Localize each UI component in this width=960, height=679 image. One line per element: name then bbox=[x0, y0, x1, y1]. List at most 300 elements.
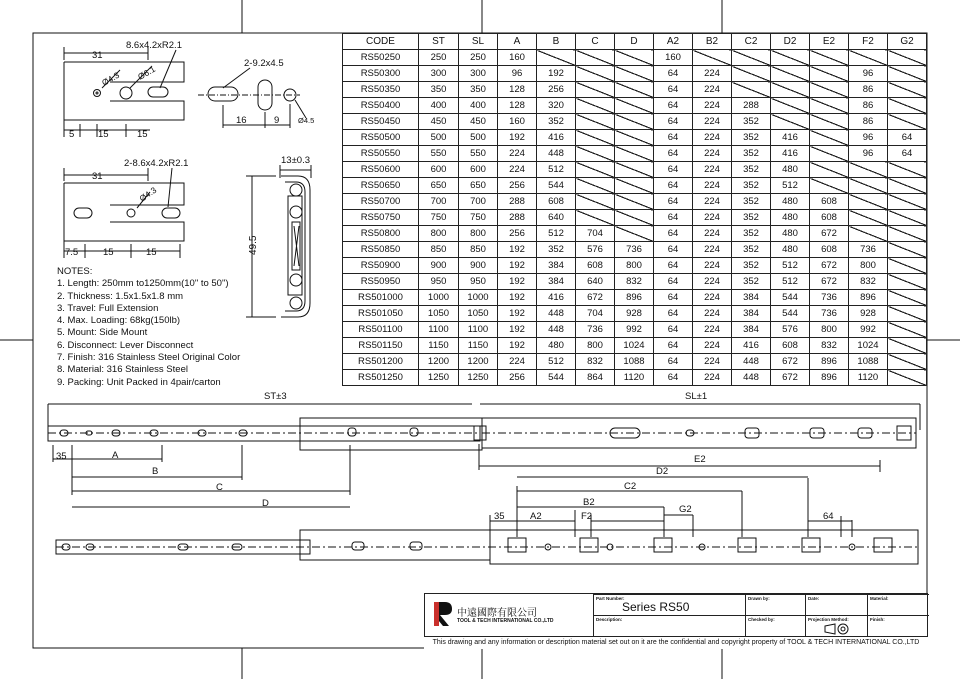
value-cell: 650 bbox=[419, 178, 459, 194]
value-cell: 64 bbox=[654, 114, 693, 130]
value-cell: 224 bbox=[693, 98, 732, 114]
slide-closed-view bbox=[48, 404, 920, 507]
value-cell: 64 bbox=[888, 130, 927, 146]
value-cell: 224 bbox=[498, 146, 537, 162]
notes-title: NOTES: bbox=[57, 266, 93, 277]
value-cell: 448 bbox=[537, 322, 576, 338]
slot-detail-1 bbox=[64, 47, 184, 137]
value-cell: 512 bbox=[771, 258, 810, 274]
table-row bbox=[343, 194, 927, 210]
value-cell bbox=[732, 82, 771, 98]
value-cell: 1088 bbox=[615, 354, 654, 370]
value-cell: 480 bbox=[771, 162, 810, 178]
value-cell: 480 bbox=[771, 242, 810, 258]
value-cell: 800 bbox=[849, 258, 888, 274]
value-cell: 288 bbox=[498, 194, 537, 210]
value-cell: 600 bbox=[459, 162, 498, 178]
value-cell: 352 bbox=[732, 210, 771, 226]
value-cell bbox=[888, 306, 927, 322]
value-cell: 1150 bbox=[459, 338, 498, 354]
date-cell bbox=[805, 594, 867, 615]
notes bbox=[57, 266, 240, 389]
value-cell: 600 bbox=[419, 162, 459, 178]
slot3-label: 2-9.2x4.5 bbox=[244, 58, 284, 69]
value-cell: 192 bbox=[498, 258, 537, 274]
value-cell: 672 bbox=[810, 226, 849, 242]
value-cell: 384 bbox=[537, 258, 576, 274]
table-row bbox=[343, 210, 927, 226]
value-cell: 224 bbox=[693, 82, 732, 98]
value-cell bbox=[810, 114, 849, 130]
value-cell: 736 bbox=[849, 242, 888, 258]
value-cell bbox=[888, 322, 927, 338]
value-cell bbox=[810, 98, 849, 114]
slot1-width: 31 bbox=[92, 50, 103, 61]
description-label: Description: bbox=[596, 617, 623, 622]
value-cell: 832 bbox=[810, 338, 849, 354]
value-cell: 500 bbox=[459, 130, 498, 146]
value-cell: 480 bbox=[537, 338, 576, 354]
table-row bbox=[343, 274, 927, 290]
projection-symbol-icon bbox=[824, 623, 850, 635]
code-cell: RS501050 bbox=[343, 306, 419, 322]
table-row bbox=[343, 178, 927, 194]
slot1-d2: 15 bbox=[98, 129, 109, 140]
value-cell: 1200 bbox=[419, 354, 459, 370]
value-cell: 672 bbox=[771, 370, 810, 386]
drawn-by-label: Drawn by: bbox=[748, 596, 770, 601]
table-row bbox=[343, 226, 927, 242]
value-cell: 288 bbox=[732, 98, 771, 114]
value-cell: 544 bbox=[537, 370, 576, 386]
table-row bbox=[343, 322, 927, 338]
value-cell: 350 bbox=[459, 82, 498, 98]
dim-c2: C2 bbox=[624, 481, 637, 492]
finish-label: Finish: bbox=[870, 617, 885, 622]
table-row bbox=[343, 258, 927, 274]
value-cell: 1000 bbox=[459, 290, 498, 306]
value-cell: 64 bbox=[654, 242, 693, 258]
column-header: C bbox=[576, 34, 615, 50]
value-cell: 96 bbox=[498, 66, 537, 82]
value-cell: 608 bbox=[810, 242, 849, 258]
value-cell: 224 bbox=[693, 178, 732, 194]
value-cell bbox=[576, 66, 615, 82]
value-cell: 384 bbox=[537, 274, 576, 290]
value-cell: 672 bbox=[771, 354, 810, 370]
table-row bbox=[343, 146, 927, 162]
value-cell bbox=[849, 50, 888, 66]
column-header: D bbox=[615, 34, 654, 50]
value-cell: 864 bbox=[576, 370, 615, 386]
value-cell: 224 bbox=[693, 210, 732, 226]
column-header: B bbox=[537, 34, 576, 50]
code-cell: RS501100 bbox=[343, 322, 419, 338]
value-cell: 160 bbox=[498, 50, 537, 66]
code-cell: RS501000 bbox=[343, 290, 419, 306]
value-cell: 192 bbox=[498, 290, 537, 306]
value-cell: 400 bbox=[459, 98, 498, 114]
code-cell: RS50300 bbox=[343, 66, 419, 82]
column-header: E2 bbox=[810, 34, 849, 50]
value-cell: 64 bbox=[888, 146, 927, 162]
company-name-cn: 中遠國際有限公司 bbox=[457, 608, 537, 619]
table-header-row bbox=[343, 34, 927, 50]
value-cell: 1100 bbox=[459, 322, 498, 338]
value-cell: 1100 bbox=[419, 322, 459, 338]
value-cell: 64 bbox=[654, 98, 693, 114]
code-cell: RS50500 bbox=[343, 130, 419, 146]
value-cell: 512 bbox=[771, 178, 810, 194]
value-cell: 192 bbox=[498, 242, 537, 258]
value-cell bbox=[888, 274, 927, 290]
value-cell bbox=[732, 50, 771, 66]
column-header: G2 bbox=[888, 34, 927, 50]
value-cell bbox=[810, 82, 849, 98]
value-cell: 224 bbox=[693, 370, 732, 386]
dim-a2: A2 bbox=[530, 511, 542, 522]
value-cell: 224 bbox=[498, 162, 537, 178]
value-cell bbox=[810, 146, 849, 162]
dim-st: ST±3 bbox=[264, 391, 287, 402]
value-cell bbox=[888, 338, 927, 354]
code-cell: RS50600 bbox=[343, 162, 419, 178]
value-cell: 224 bbox=[693, 146, 732, 162]
table-row bbox=[343, 290, 927, 306]
value-cell bbox=[888, 66, 927, 82]
value-cell: 192 bbox=[537, 66, 576, 82]
value-cell bbox=[576, 162, 615, 178]
slot3-hole: Ø4.5 bbox=[298, 116, 315, 125]
value-cell: 64 bbox=[654, 258, 693, 274]
value-cell: 352 bbox=[732, 194, 771, 210]
table-row bbox=[343, 338, 927, 354]
value-cell: 352 bbox=[732, 146, 771, 162]
value-cell: 832 bbox=[849, 274, 888, 290]
value-cell: 736 bbox=[576, 322, 615, 338]
value-cell bbox=[615, 194, 654, 210]
value-cell: 832 bbox=[576, 354, 615, 370]
value-cell: 850 bbox=[459, 242, 498, 258]
value-cell: 1200 bbox=[459, 354, 498, 370]
code-cell: RS50550 bbox=[343, 146, 419, 162]
code-cell: RS501250 bbox=[343, 370, 419, 386]
value-cell bbox=[615, 114, 654, 130]
value-cell: 896 bbox=[615, 290, 654, 306]
value-cell: 1250 bbox=[459, 370, 498, 386]
value-cell: 224 bbox=[693, 338, 732, 354]
slot1-label: 8.6x4.2xR2.1 bbox=[126, 40, 182, 51]
value-cell: 300 bbox=[419, 66, 459, 82]
value-cell: 86 bbox=[849, 82, 888, 98]
value-cell: 352 bbox=[537, 242, 576, 258]
dim-b: B bbox=[152, 466, 159, 477]
value-cell bbox=[888, 258, 927, 274]
value-cell: 896 bbox=[810, 370, 849, 386]
value-cell bbox=[810, 66, 849, 82]
code-cell: RS50350 bbox=[343, 82, 419, 98]
value-cell bbox=[615, 50, 654, 66]
value-cell: 352 bbox=[732, 258, 771, 274]
value-cell: 224 bbox=[693, 66, 732, 82]
value-cell: 1050 bbox=[459, 306, 498, 322]
value-cell bbox=[810, 130, 849, 146]
value-cell: 224 bbox=[498, 354, 537, 370]
code-cell: RS501150 bbox=[343, 338, 419, 354]
value-cell: 224 bbox=[693, 290, 732, 306]
value-cell bbox=[849, 210, 888, 226]
value-cell: 640 bbox=[576, 274, 615, 290]
finish-cell bbox=[867, 615, 929, 636]
value-cell: 224 bbox=[693, 194, 732, 210]
value-cell: 224 bbox=[693, 114, 732, 130]
column-header: B2 bbox=[693, 34, 732, 50]
note-item: 9. Packing: Unit Packed in 4pair/carton bbox=[57, 376, 221, 388]
value-cell: 608 bbox=[810, 194, 849, 210]
value-cell: 256 bbox=[537, 82, 576, 98]
value-cell: 64 bbox=[654, 226, 693, 242]
note-item: 7. Finish: 316 Stainless Steel Original Color bbox=[57, 352, 241, 364]
slot1-hole1: Ø4.3 bbox=[100, 69, 121, 88]
value-cell bbox=[576, 146, 615, 162]
value-cell: 576 bbox=[771, 322, 810, 338]
value-cell: 416 bbox=[732, 338, 771, 354]
value-cell: 1050 bbox=[419, 306, 459, 322]
value-cell bbox=[888, 210, 927, 226]
value-cell bbox=[849, 162, 888, 178]
drawn-by-cell bbox=[745, 594, 805, 615]
value-cell: 64 bbox=[654, 274, 693, 290]
value-cell: 480 bbox=[771, 194, 810, 210]
value-cell: 352 bbox=[732, 178, 771, 194]
value-cell: 352 bbox=[732, 274, 771, 290]
value-cell bbox=[693, 50, 732, 66]
dim-g2: G2 bbox=[679, 504, 692, 515]
value-cell: 650 bbox=[459, 178, 498, 194]
projection-cell bbox=[805, 615, 867, 636]
column-header: A bbox=[498, 34, 537, 50]
slide-open-view bbox=[56, 477, 920, 564]
value-cell: 352 bbox=[732, 162, 771, 178]
value-cell bbox=[615, 162, 654, 178]
dim-a: A bbox=[112, 450, 119, 461]
material-label: Material: bbox=[870, 596, 889, 601]
dim-e2: E2 bbox=[694, 454, 706, 465]
value-cell: 128 bbox=[498, 82, 537, 98]
value-cell bbox=[771, 98, 810, 114]
table-row bbox=[343, 130, 927, 146]
value-cell bbox=[576, 50, 615, 66]
value-cell: 352 bbox=[732, 242, 771, 258]
value-cell: 96 bbox=[849, 146, 888, 162]
value-cell: 86 bbox=[849, 98, 888, 114]
value-cell: 448 bbox=[537, 306, 576, 322]
value-cell bbox=[576, 130, 615, 146]
value-cell: 950 bbox=[459, 274, 498, 290]
dim-35: 35 bbox=[56, 451, 67, 462]
value-cell: 96 bbox=[849, 130, 888, 146]
value-cell: 64 bbox=[654, 146, 693, 162]
value-cell: 64 bbox=[654, 338, 693, 354]
note-item: 1. Length: 250mm to1250mm(10" to 50") bbox=[57, 278, 229, 290]
value-cell: 928 bbox=[615, 306, 654, 322]
value-cell: 950 bbox=[419, 274, 459, 290]
value-cell bbox=[615, 82, 654, 98]
note-item: 3. Travel: Full Extension bbox=[57, 302, 159, 314]
value-cell: 64 bbox=[654, 162, 693, 178]
value-cell: 500 bbox=[419, 130, 459, 146]
table-row bbox=[343, 66, 927, 82]
value-cell: 250 bbox=[459, 50, 498, 66]
value-cell: 352 bbox=[732, 114, 771, 130]
dim-64: 64 bbox=[823, 511, 834, 522]
value-cell: 1024 bbox=[849, 338, 888, 354]
code-cell: RS50850 bbox=[343, 242, 419, 258]
table-row bbox=[343, 162, 927, 178]
value-cell: 224 bbox=[693, 322, 732, 338]
checked-by-cell bbox=[745, 615, 805, 636]
value-cell: 64 bbox=[654, 66, 693, 82]
value-cell: 672 bbox=[576, 290, 615, 306]
value-cell bbox=[576, 114, 615, 130]
slot2-d3: 15 bbox=[146, 247, 157, 258]
note-item: 6. Disconnect: Lever Disconnect bbox=[57, 339, 194, 351]
table-row bbox=[343, 354, 927, 370]
value-cell: 1000 bbox=[419, 290, 459, 306]
value-cell: 96 bbox=[849, 66, 888, 82]
value-cell bbox=[771, 114, 810, 130]
value-cell bbox=[771, 82, 810, 98]
value-cell: 256 bbox=[498, 226, 537, 242]
value-cell bbox=[810, 162, 849, 178]
value-cell: 1120 bbox=[615, 370, 654, 386]
value-cell bbox=[888, 354, 927, 370]
slot1-d3: 15 bbox=[137, 129, 148, 140]
value-cell: 550 bbox=[459, 146, 498, 162]
value-cell: 224 bbox=[693, 258, 732, 274]
value-cell: 224 bbox=[693, 274, 732, 290]
value-cell: 256 bbox=[498, 178, 537, 194]
dim-35b: 35 bbox=[494, 511, 505, 522]
code-cell: RS50750 bbox=[343, 210, 419, 226]
value-cell: 704 bbox=[576, 306, 615, 322]
value-cell: 512 bbox=[537, 226, 576, 242]
value-cell: 1088 bbox=[849, 354, 888, 370]
column-header: C2 bbox=[732, 34, 771, 50]
value-cell: 544 bbox=[537, 178, 576, 194]
value-cell: 352 bbox=[537, 114, 576, 130]
value-cell bbox=[888, 194, 927, 210]
table-row bbox=[343, 98, 927, 114]
value-cell bbox=[615, 130, 654, 146]
dim-d2: D2 bbox=[656, 466, 669, 477]
value-cell: 800 bbox=[615, 258, 654, 274]
value-cell: 608 bbox=[771, 338, 810, 354]
table-row bbox=[343, 242, 927, 258]
code-cell: RS50700 bbox=[343, 194, 419, 210]
table-row bbox=[343, 114, 927, 130]
value-cell: 64 bbox=[654, 194, 693, 210]
value-cell bbox=[888, 178, 927, 194]
value-cell: 160 bbox=[654, 50, 693, 66]
table-row bbox=[343, 306, 927, 322]
table-body bbox=[343, 50, 927, 386]
value-cell bbox=[615, 146, 654, 162]
value-cell: 1024 bbox=[615, 338, 654, 354]
slot2-width: 31 bbox=[92, 171, 103, 182]
dim-c: C bbox=[216, 482, 223, 493]
table-row bbox=[343, 82, 927, 98]
value-cell: 928 bbox=[849, 306, 888, 322]
value-cell: 224 bbox=[693, 242, 732, 258]
value-cell: 224 bbox=[693, 226, 732, 242]
value-cell bbox=[576, 178, 615, 194]
value-cell: 416 bbox=[537, 130, 576, 146]
value-cell: 352 bbox=[732, 130, 771, 146]
value-cell bbox=[888, 82, 927, 98]
value-cell: 416 bbox=[537, 290, 576, 306]
value-cell: 736 bbox=[615, 242, 654, 258]
slot2-d2: 15 bbox=[103, 247, 114, 258]
value-cell: 512 bbox=[537, 162, 576, 178]
value-cell bbox=[888, 98, 927, 114]
value-cell: 256 bbox=[498, 370, 537, 386]
value-cell: 800 bbox=[419, 226, 459, 242]
value-cell: 672 bbox=[810, 258, 849, 274]
code-cell: RS501200 bbox=[343, 354, 419, 370]
table-row bbox=[343, 370, 927, 386]
value-cell bbox=[615, 226, 654, 242]
slot3-d1: 16 bbox=[236, 115, 247, 126]
value-cell: 192 bbox=[498, 306, 537, 322]
code-cell: RS50250 bbox=[343, 50, 419, 66]
value-cell: 512 bbox=[771, 274, 810, 290]
value-cell bbox=[849, 178, 888, 194]
value-cell bbox=[849, 194, 888, 210]
value-cell bbox=[732, 66, 771, 82]
value-cell: 224 bbox=[693, 354, 732, 370]
value-cell bbox=[615, 178, 654, 194]
copyright-notice: This drawing and any information or description material set out on it are the confidential and copyright property of TOOL & TECH INTERNATIONAL CO.,LTD bbox=[424, 636, 928, 649]
value-cell: 416 bbox=[771, 130, 810, 146]
value-cell bbox=[615, 210, 654, 226]
company-logo bbox=[431, 600, 455, 628]
value-cell: 86 bbox=[849, 114, 888, 130]
value-cell: 608 bbox=[537, 194, 576, 210]
value-cell: 288 bbox=[498, 210, 537, 226]
code-cell: RS50900 bbox=[343, 258, 419, 274]
value-cell: 384 bbox=[732, 306, 771, 322]
value-cell: 480 bbox=[771, 226, 810, 242]
value-cell: 384 bbox=[732, 290, 771, 306]
value-cell: 896 bbox=[849, 290, 888, 306]
code-cell: RS50400 bbox=[343, 98, 419, 114]
slot2-hole: Ø4.3 bbox=[137, 184, 159, 204]
value-cell bbox=[888, 162, 927, 178]
value-cell: 900 bbox=[459, 258, 498, 274]
value-cell: 1150 bbox=[419, 338, 459, 354]
value-cell: 576 bbox=[576, 242, 615, 258]
value-cell: 608 bbox=[576, 258, 615, 274]
value-cell: 700 bbox=[459, 194, 498, 210]
value-cell bbox=[576, 98, 615, 114]
value-cell: 900 bbox=[419, 258, 459, 274]
value-cell: 512 bbox=[537, 354, 576, 370]
note-item: 8. Material: 316 Stainless Steel bbox=[57, 364, 188, 376]
value-cell: 672 bbox=[810, 274, 849, 290]
column-header: F2 bbox=[849, 34, 888, 50]
value-cell bbox=[888, 226, 927, 242]
